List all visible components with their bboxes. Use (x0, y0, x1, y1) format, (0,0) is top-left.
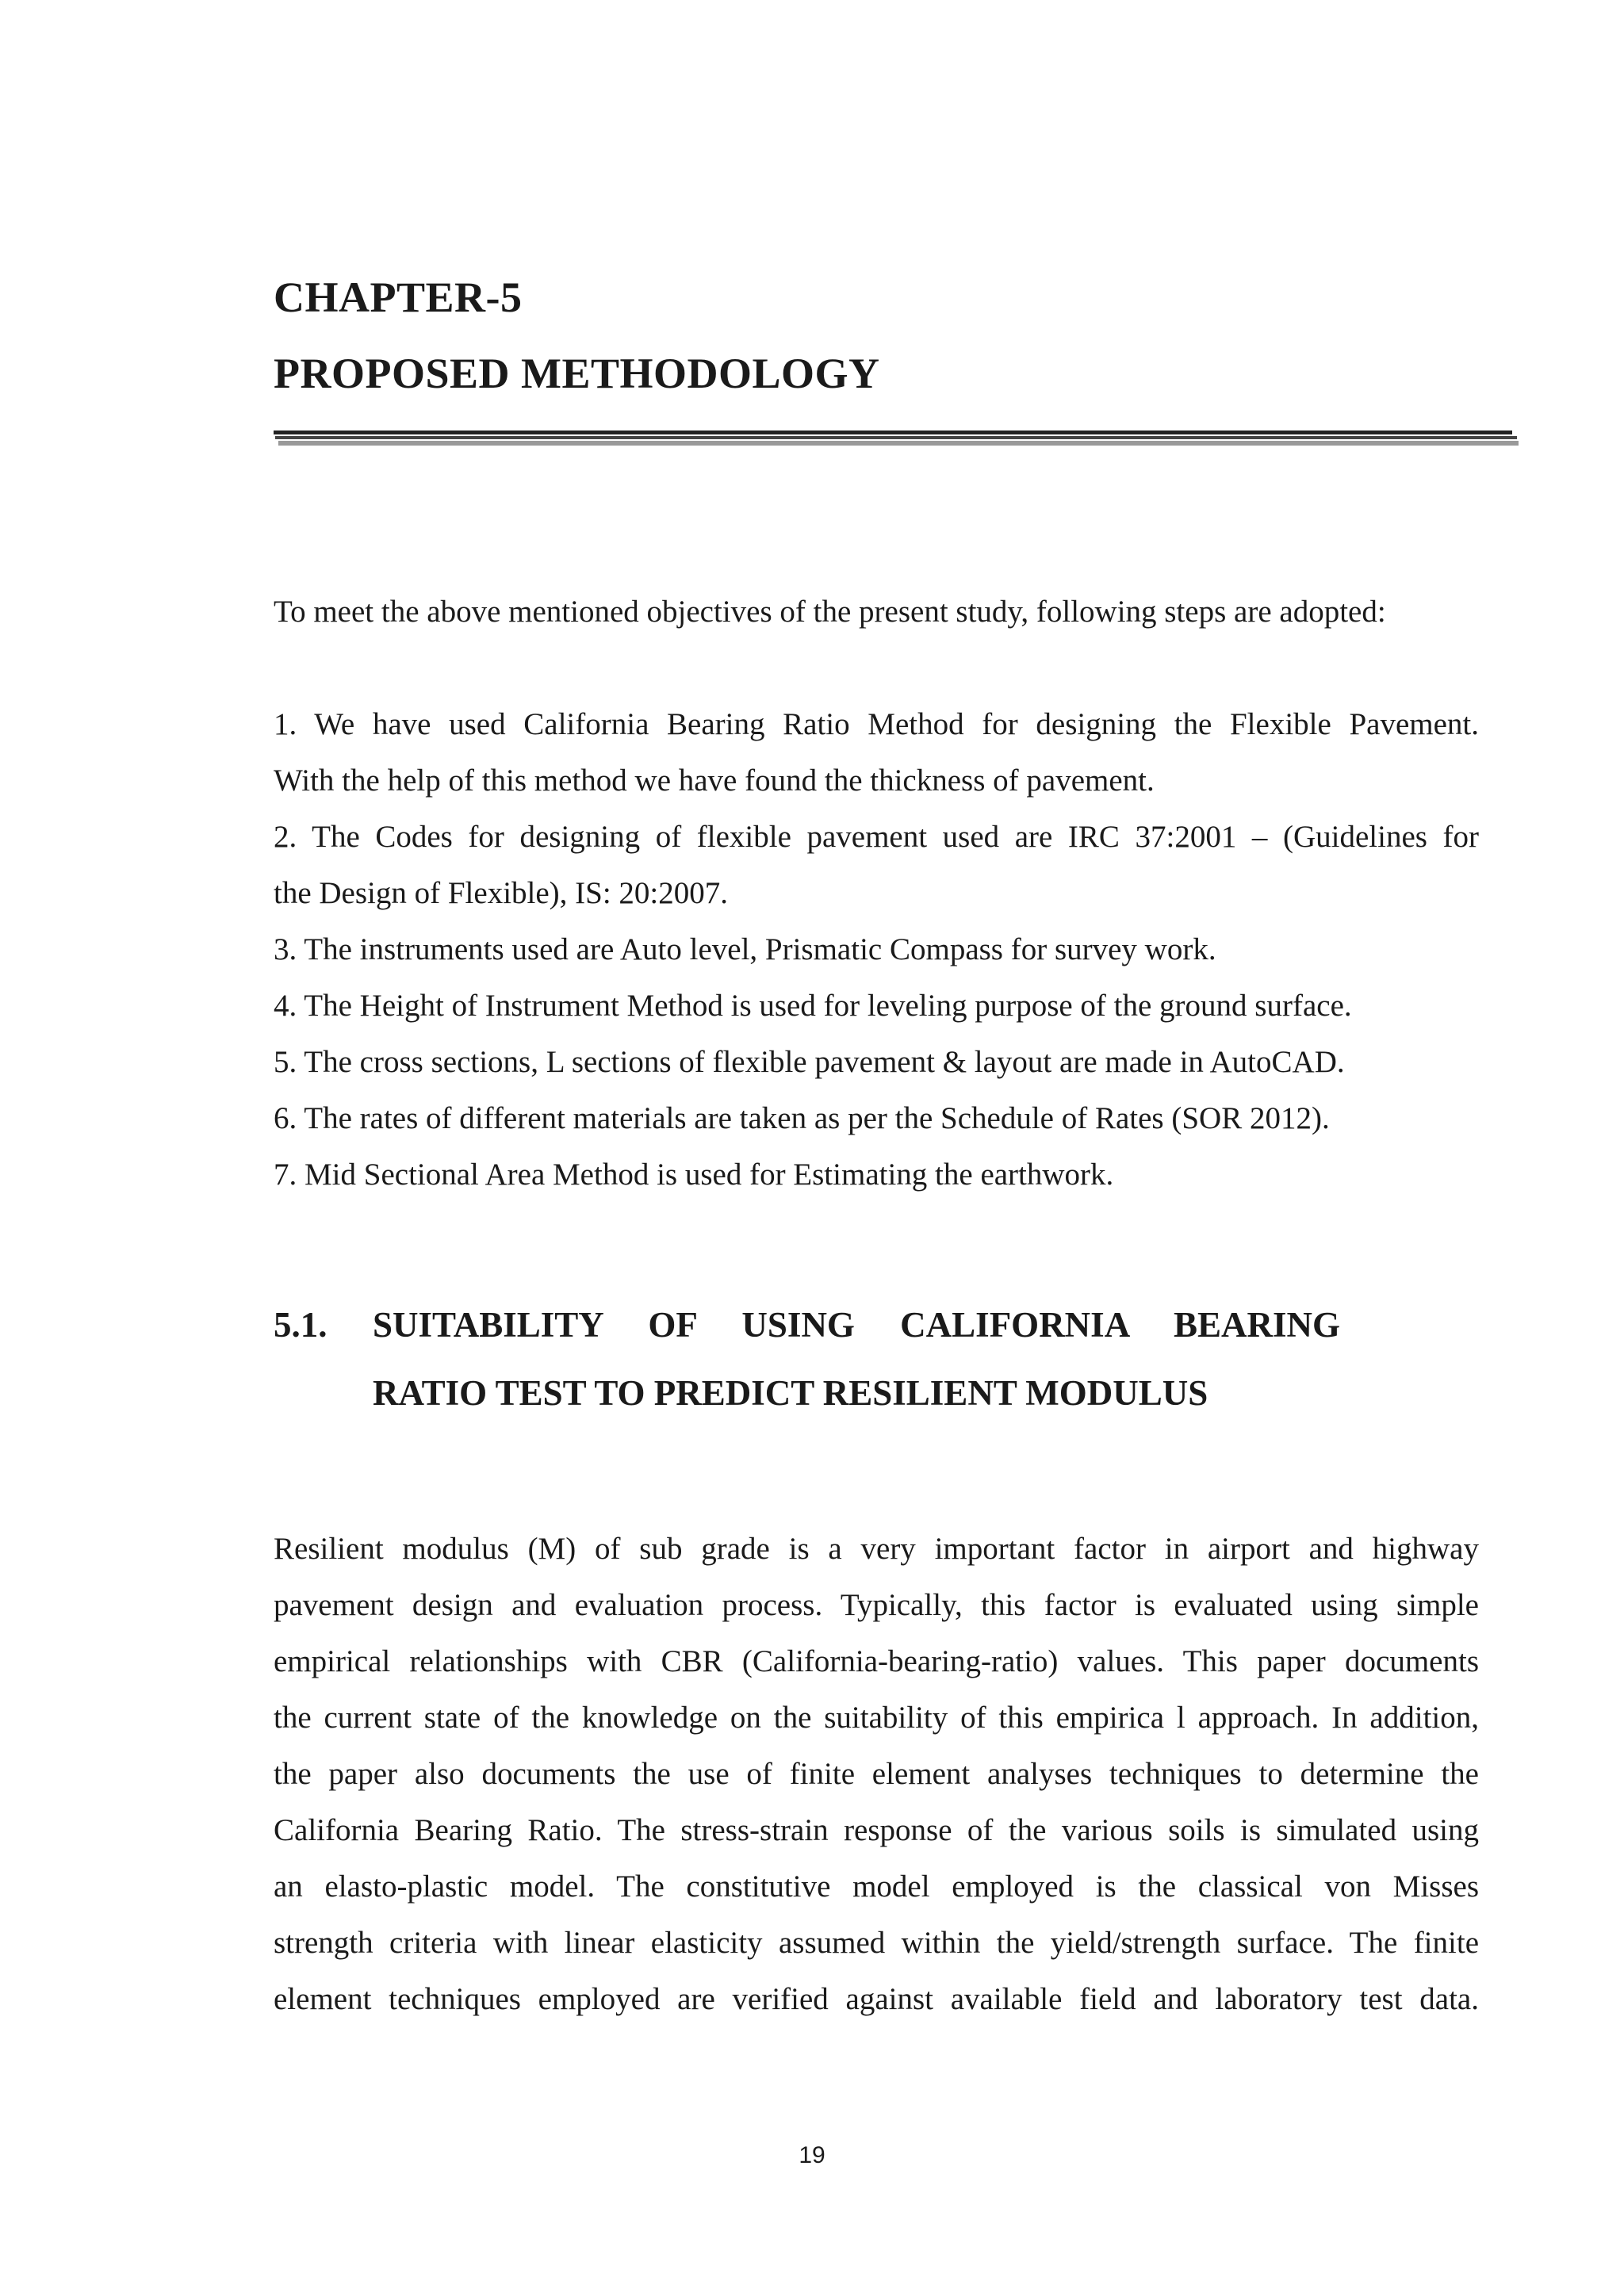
divider-line-shadow (278, 441, 1519, 446)
paragraph-line: California Bearing Ratio. The stress-strain response of the various soils is simulated using (274, 1813, 1479, 1847)
section-title-line: RATIO TEST TO PREDICT RESILIENT MODULUS (373, 1373, 1208, 1413)
paragraph-line: the paper also documents the use of finite element analyses techniques to determine the (274, 1757, 1479, 1791)
intro-paragraph: To meet the above mentioned objectives of the present study, following steps are adopted: (274, 595, 1386, 629)
step-line: With the help of this method we have found the thickness of pavement. (274, 763, 1155, 798)
section-paragraph (274, 1521, 1479, 2027)
paragraph-line: the current state of the knowledge on the suitability of this empirica l approach. In addition, (274, 1701, 1479, 1735)
divider-line-middle (275, 436, 1517, 439)
chapter-label: CHAPTER-5 (274, 274, 523, 321)
page-number: 19 (799, 2142, 825, 2168)
step-line: the Design of Flexible), IS: 20:2007. (274, 876, 729, 910)
paragraph-line: an elasto-plastic model. The constitutive model employed is the classical von Misses (274, 1869, 1479, 1904)
chapter-title: PROPOSED METHODOLOGY (274, 350, 880, 397)
heading-divider (274, 430, 1519, 448)
paragraph-line: empirical relationships with CBR (California-bearing-ratio) values. This paper documents (274, 1644, 1479, 1678)
paragraph-line: element techniques employed are verified against available field and laboratory test data. (274, 1982, 1479, 2016)
section-title-line: SUITABILITY OF USING CALIFORNIA BEARING (373, 1305, 1340, 1345)
step-line: 3. The instruments used are Auto level, Prismatic Compass for survey work. (274, 932, 1216, 966)
paragraph-line: Resilient modulus (M) of sub grade is a very important factor in airport and highway (274, 1532, 1479, 1566)
section-number: 5.1. (274, 1305, 327, 1345)
section-title (373, 1291, 1340, 1427)
paragraph-line: strength criteria with linear elasticity assumed within the yield/strength surface. The finite (274, 1926, 1479, 1960)
paragraph-line: pavement design and evaluation process. Typically, this factor is evaluated using simple (274, 1588, 1479, 1622)
step-line: 7. Mid Sectional Area Method is used for Estimating the earthwork. (274, 1158, 1114, 1192)
divider-line-top (274, 430, 1512, 434)
step-line: 1. We have used California Bearing Ratio Method for designing the Flexible Pavement. (274, 707, 1479, 741)
step-line: 4. The Height of Instrument Method is used for leveling purpose of the ground surface. (274, 989, 1352, 1023)
methodology-steps (274, 696, 1479, 1203)
step-line: 5. The cross sections, L sections of flexible pavement & layout are made in AutoCAD. (274, 1045, 1345, 1079)
step-line: 2. The Codes for designing of flexible pavement used are IRC 37:2001 – (Guidelines for (274, 820, 1479, 854)
step-line: 6. The rates of different materials are taken as per the Schedule of Rates (SOR 2012). (274, 1101, 1330, 1135)
